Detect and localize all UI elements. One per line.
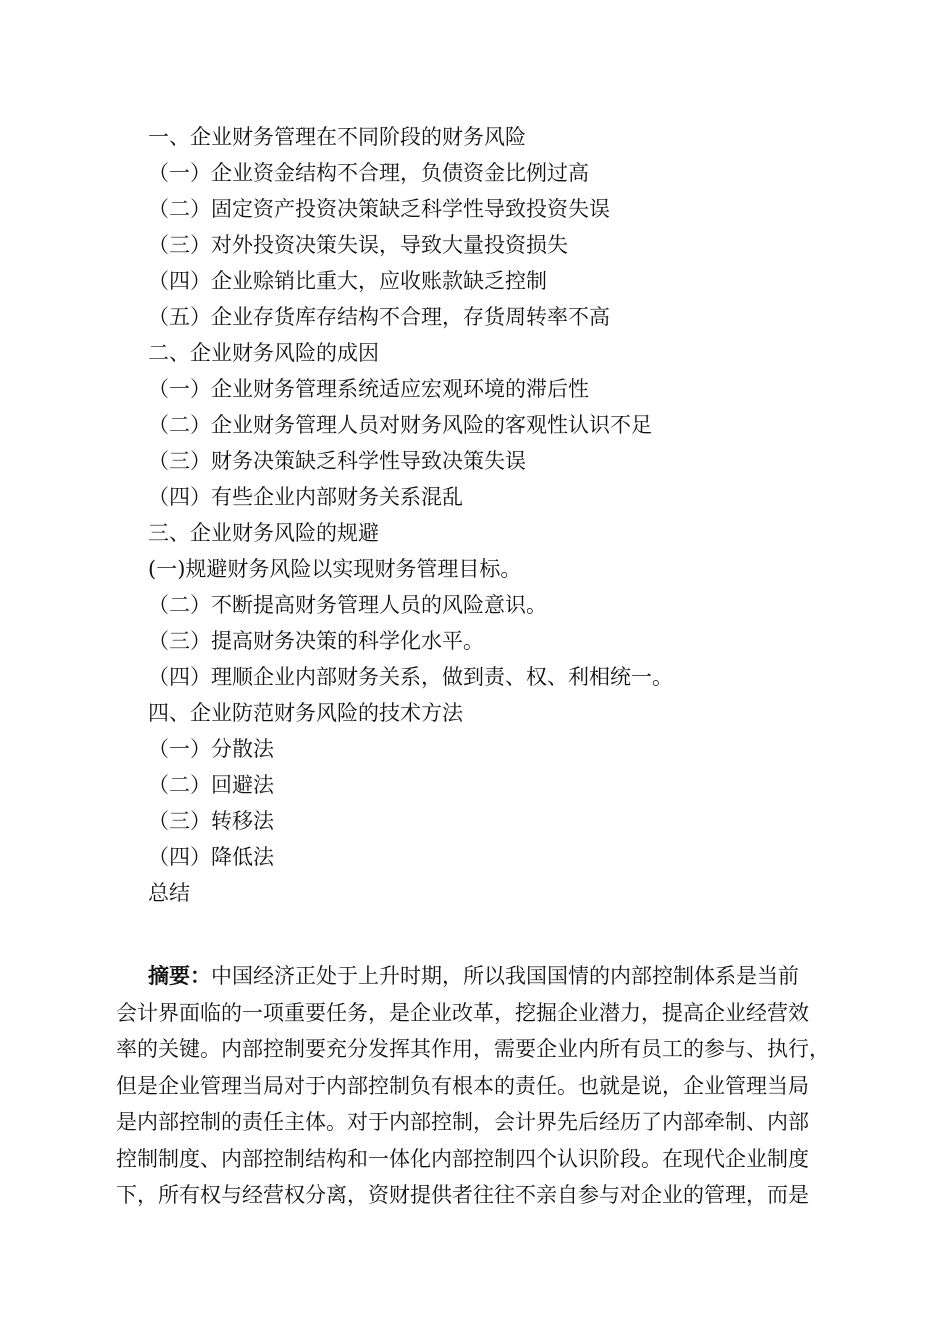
outline-subheading: （三）提高财务决策的科学化水平。 [148, 629, 484, 653]
outline-subheading: （三）转移法 [148, 809, 274, 833]
outline-subheading: （三）财务决策缺乏科学性导致决策失误 [148, 449, 526, 473]
abstract-line: 是内部控制的责任主体。对于内部控制，会计界先后经历了内部牵制、内部 [116, 1110, 809, 1134]
outline-subheading: （一）企业资金结构不合理，负债资金比例过高 [148, 161, 589, 185]
outline-subheading: （二）回避法 [148, 773, 274, 797]
abstract-label: 摘要： [148, 963, 211, 988]
outline-subheading: （三）对外投资决策失误，导致大量投资损失 [148, 233, 568, 257]
outline-heading-1: 一、企业财务管理在不同阶段的财务风险 [148, 125, 526, 149]
outline-subheading: （四）理顺企业内部财务关系，做到责、权、利相统一。 [148, 665, 673, 689]
outline-subheading: （二）固定资产投资决策缺乏科学性导致投资失误 [148, 197, 610, 221]
abstract-section [116, 958, 842, 1214]
outline-subheading: （二）企业财务管理人员对财务风险的客观性认识不足 [148, 413, 652, 437]
outline-heading-2: 二、企业财务风险的成因 [148, 341, 379, 365]
outline-subheading: （一）分散法 [148, 737, 274, 761]
abstract-line: 会计界面临的一项重要任务，是企业改革，挖掘企业潜力，提高企业经营效 [116, 1000, 809, 1025]
outline-subheading: （五）企业存货库存结构不合理，存货周转率不高 [148, 305, 610, 329]
abstract-line: 下，所有权与经营权分离，资财提供者往往不亲自参与对企业的管理，而是 [116, 1183, 809, 1207]
outline-subheading: （四）降低法 [148, 845, 274, 869]
outline-subheading: （二）不断提高财务管理人员的风险意识。 [148, 593, 547, 617]
outline-subheading: （四）企业赊销比重大，应收账款缺乏控制 [148, 269, 547, 293]
table-of-contents [148, 119, 848, 911]
outline-heading-4: 四、企业防范财务风险的技术方法 [148, 701, 463, 725]
outline-conclusion: 总结 [148, 881, 190, 905]
abstract-line: 但是企业管理当局对于内部控制负有根本的责任。也就是说，企业管理当局 [116, 1073, 809, 1098]
abstract-line: 率的关键。内部控制要充分发挥其作用，需要企业内所有员工的参与、执行， [116, 1037, 830, 1061]
abstract-text: 中国经济正处于上升时期，所以我国国情的内部控制体系是当前 [211, 964, 799, 988]
outline-subheading: （一）企业财务管理系统适应宏观环境的滞后性 [148, 377, 589, 401]
outline-heading-3: 三、企业财务风险的规避 [148, 521, 379, 545]
abstract-line: 控制制度、内部控制结构和一体化内部控制四个认识阶段。在现代企业制度 [116, 1146, 809, 1171]
outline-subheading: （四）有些企业内部财务关系混乱 [148, 485, 463, 509]
abstract-line [116, 958, 842, 995]
outline-subheading: (一)规避财务风险以实现财务管理目标。 [148, 557, 522, 581]
